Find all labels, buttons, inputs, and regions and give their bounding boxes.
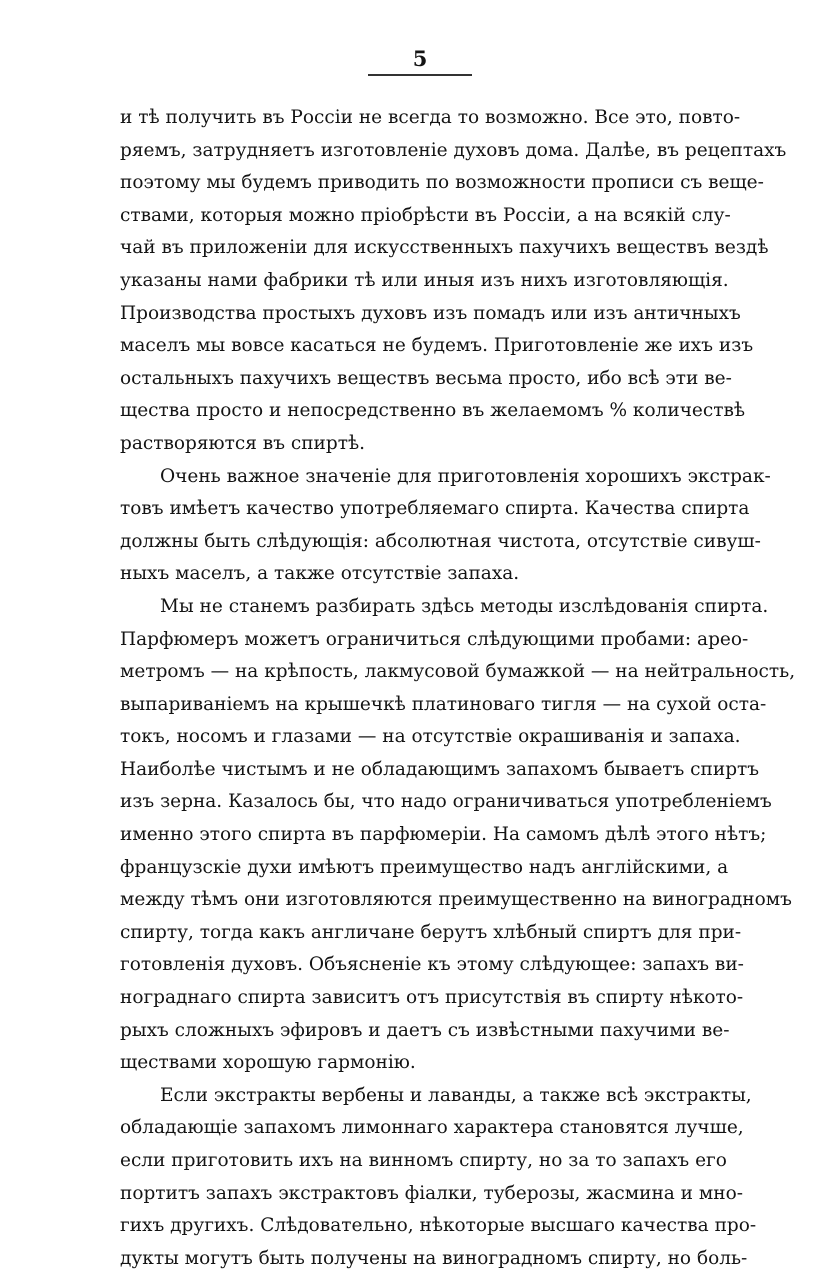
text-line: нограднаго спирта зависитъ отъ присутствія въ спирту нѣкото- [120,987,744,1009]
paragraph-2 [120,461,771,591]
text-line: изъ зерна. Казалось бы, что надо ограничиваться употребленіемъ [120,791,772,813]
text-line: Мы не станемъ разбирать здѣсь методы изслѣдованія спирта. [160,595,769,617]
page-number: 5 [412,46,428,71]
text-line: Производства простыхъ духовъ изъ помадъ или изъ античныхъ [120,302,741,324]
text-line: щества просто и непосредственно въ желаемомъ % количествѣ [120,400,746,422]
paragraph-4 [120,1080,757,1275]
text-line: рыхъ сложныхъ эфировъ и даетъ съ извѣстными пахучими ве- [120,1019,730,1041]
text-line: товъ имѣетъ качество употребляемаго спирта. Качества спирта [120,498,750,520]
text-line: дукты могутъ быть получены на виноградномъ спирту, но боль- [120,1247,748,1269]
text-line: чай въ приложеніи для искусственныхъ пахучихъ веществъ вездѣ [120,237,769,259]
text-line: указаны нами фабрики тѣ или иныя изъ нихъ изготовляющія. [120,269,729,291]
text-line: между тѣмъ они изготовляются преимущественно на виноградномъ [120,889,792,911]
text-line: Очень важное значеніе для приготовленія хорошихъ экстрак- [160,465,771,487]
text-line: именно этого спирта въ парфюмеріи. На самомъ дѣлѣ этого нѣтъ; [120,824,767,846]
text-line: должны быть слѣдующія: абсолютная чистота, отсутствіе сивуш- [120,530,761,552]
text-line: ществами хорошую гармонію. [120,1052,416,1074]
text-line: спирту, тогда какъ англичане берутъ хлѣбный спиртъ для при- [120,921,742,943]
paragraph-3 [120,591,796,1080]
text-line: маселъ мы вовсе касаться не будемъ. Приготовленіе же ихъ изъ [120,335,754,357]
text-line: ствами, которыя можно пріобрѣсти въ Россіи, а на всякій слу- [120,204,731,226]
text-line: остальныхъ пахучихъ веществъ весьма просто, ибо всѣ эти ве- [120,367,732,389]
text-line: и тѣ получить въ Россіи не всегда то возможно. Все это, повто- [120,107,741,128]
text-line: метромъ — на крѣпость, лакмусовой бумажкой — на нейтральность, [120,661,796,683]
page-body [120,102,796,1275]
text-line: обладающіе запахомъ лимоннаго характера становятся лучше, [120,1117,744,1139]
text-line: ныхъ маселъ, а также отсутствіе запаха. [120,563,520,585]
header-rule [368,74,472,76]
text-line: растворяются въ спиртѣ. [120,432,365,454]
text-line: токъ, носомъ и глазами — на отсутствіе окрашиванія и запаха. [120,726,741,748]
text-line: Парфюмеръ можетъ ограничиться слѣдующими пробами: арео- [120,628,749,650]
text-line: французскіе духи имѣютъ преимущество надъ англійскими, а [120,856,729,878]
text-line: если приготовить ихъ на винномъ спирту, но за то запахъ его [120,1150,727,1171]
paragraph-1 [120,102,787,461]
text-line: готовленія духовъ. Объясненіе къ этому слѣдующее: запахъ ви- [120,954,744,976]
text-line: ряемъ, затрудняетъ изготовленіе духовъ дома. Далѣе, въ рецептахъ [120,139,787,161]
text-line: портитъ запахъ экстрактовъ фіалки, туберозы, жасмина и мно- [120,1182,744,1204]
text-line: выпариваніемъ на крышечкѣ платиноваго тигля — на сухой оста- [120,693,767,715]
text-line: Если экстракты вербены и лаванды, а также всѣ экстракты, [160,1084,752,1106]
text-line: поэтому мы будемъ приводить по возможности прописи съ веще- [120,172,764,194]
text-line: гихъ другихъ. Слѣдовательно, нѣкоторые высшаго качества про- [120,1215,757,1237]
text-line: Наиболѣе чистымъ и не обладающимъ запахомъ бываетъ спиртъ [120,758,760,780]
